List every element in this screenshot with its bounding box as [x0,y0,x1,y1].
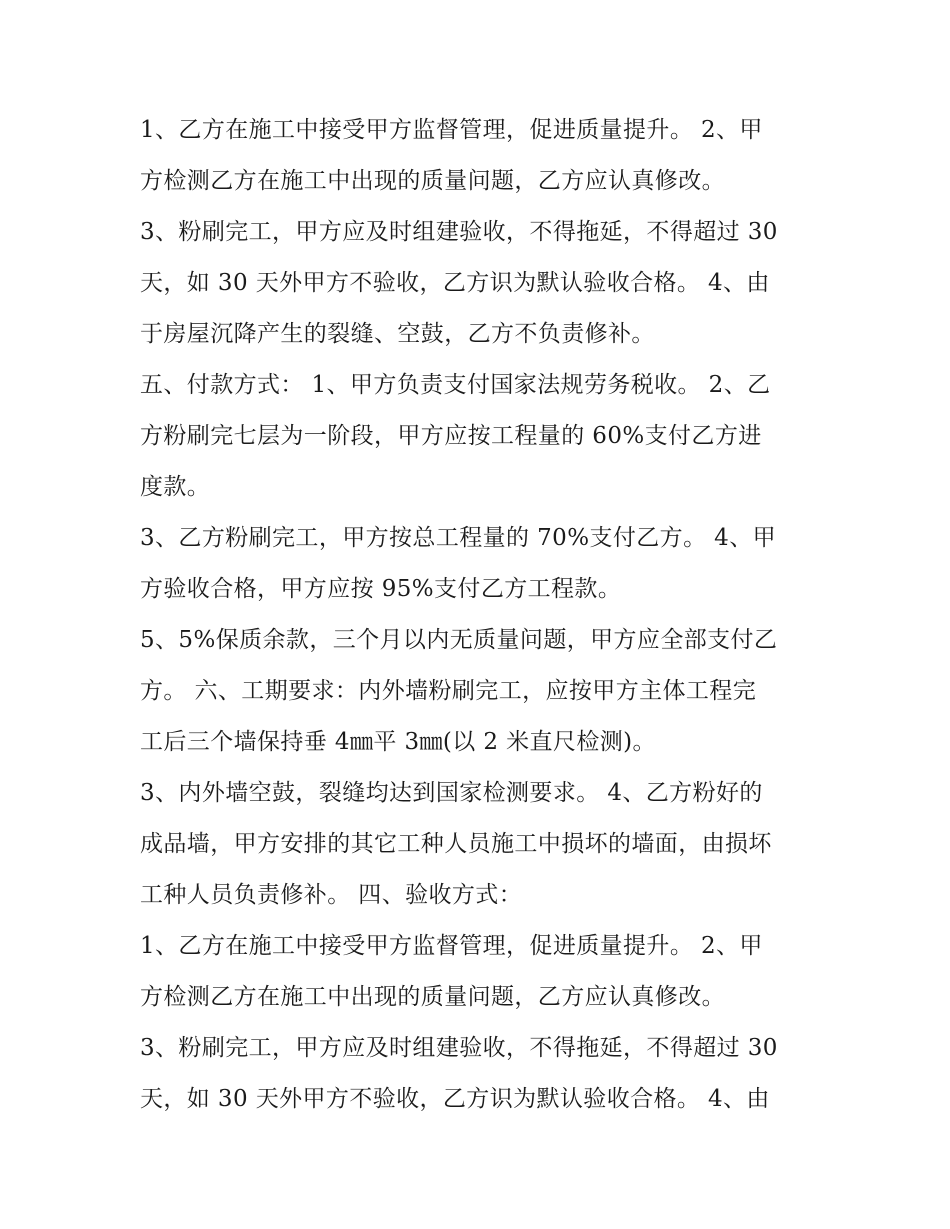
text-line: 度款。 [140,474,211,500]
text-line: 3、乙方粉刷完工，甲方按总工程量的 70%支付乙方。 4、甲 [140,525,777,551]
text-line: 1、乙方在施工中接受甲方监督管理，促进质量提升。 2、甲 [140,933,763,959]
text-line: 于房屋沉降产生的裂缝、空鼓，乙方不负责修补。 [140,321,655,347]
text-line: 3、粉刷完工，甲方应及时组建验收，不得拖延，不得超过 30 [140,219,778,245]
text-line: 方检测乙方在施工中出现的质量问题，乙方应认真修改。 [140,984,725,1010]
text-line: 成品墙，甲方安排的其它工种人员施工中损坏的墙面，由损坏 [140,831,772,857]
text-line: 方检测乙方在施工中出现的质量问题，乙方应认真修改。 [140,168,725,194]
text-line: 3、粉刷完工，甲方应及时组建验收，不得拖延，不得超过 30 [140,1035,778,1061]
text-line: 5、5%保质余款，三个月以内无质量问题，甲方应全部支付乙 [140,627,778,653]
text-line: 五、付款方式： 1、甲方负责支付国家法规劳务税收。 2、乙 [140,372,771,398]
document-body [140,105,820,1125]
text-line: 1、乙方在施工中接受甲方监督管理，促进质量提升。 2、甲 [140,117,763,143]
text-line: 方验收合格，甲方应按 95%支付乙方工程款。 [140,576,622,602]
text-line: 方粉刷完七层为一阶段，甲方应按工程量的 60%支付乙方进 [140,423,762,449]
text-line: 天，如 30 天外甲方不验收，乙方识为默认验收合格。 4、由 [140,270,770,296]
text-line: 工后三个墙保持垂 4㎜平 3㎜(以 2 米直尺检测)。 [140,729,656,755]
text-line: 3、内外墙空鼓，裂缝均达到国家检测要求。 4、乙方粉好的 [140,780,763,806]
text-line: 工种人员负责修补。 四、验收方式： [140,882,523,908]
text-line: 天，如 30 天外甲方不验收，乙方识为默认验收合格。 4、由 [140,1086,770,1112]
text-line: 方。 六、工期要求：内外墙粉刷完工，应按甲方主体工程完 [140,678,757,704]
